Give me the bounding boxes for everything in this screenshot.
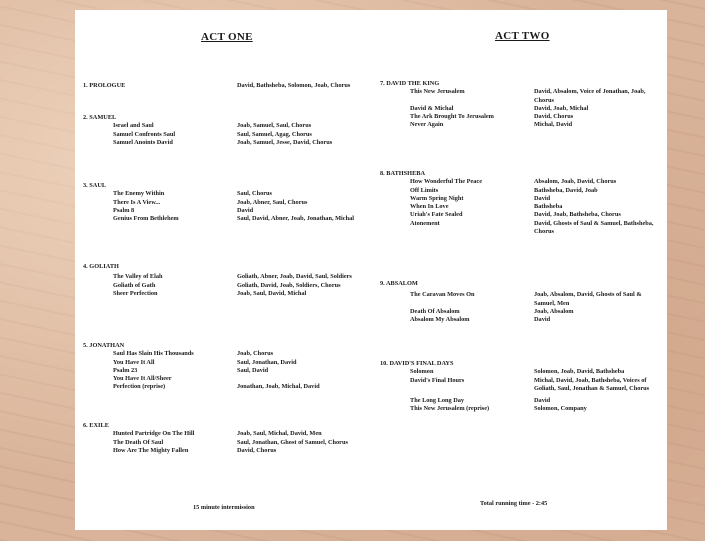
song-cast: David — [237, 206, 254, 214]
section-cast — [237, 114, 373, 122]
song-cast: Goliath, David, Joab, Soldiers, Chorus — [237, 281, 341, 289]
song-cast: David — [534, 194, 551, 202]
song-title: Death Of Absalom — [410, 307, 460, 315]
song-row — [380, 220, 665, 237]
song-cast: David, Joab, Bathsheba, Chorus — [534, 211, 621, 219]
song-title: How Are The Mighty Fallen — [113, 446, 189, 454]
song-cast: Solomon, Company — [534, 405, 587, 413]
song-title: Atonement — [410, 219, 440, 227]
song-title: This New Jerusalem (reprise) — [410, 405, 490, 413]
song-row — [83, 383, 375, 391]
song-title: The Long Long Day — [410, 397, 465, 405]
song-row — [83, 190, 375, 198]
song-cast: Saul, David — [237, 366, 269, 374]
section-heading: 8. BATHSHEBA — [380, 170, 426, 177]
song-title: Saul Has Slain His Thousands — [113, 350, 194, 358]
section-saul — [83, 182, 375, 223]
song-title: The Caravan Moves On — [410, 291, 475, 299]
song-title: The Death Of Saul — [113, 438, 164, 446]
song-title: The Valley of Elah — [113, 273, 163, 281]
song-row — [83, 199, 375, 207]
song-cast: Bathsheba — [534, 203, 563, 211]
song-cast: Joab, Saul, David, Michal — [237, 289, 307, 297]
song-row — [83, 122, 375, 130]
song-title: David's Final Hours — [410, 376, 465, 384]
song-row — [380, 291, 665, 308]
song-cast: Joab, Chorus — [237, 350, 274, 358]
song-cast: Saul, Chorus — [237, 190, 272, 198]
song-row — [83, 375, 375, 383]
song-cast: David, Chorus — [237, 446, 277, 454]
section-heading-row — [380, 360, 665, 368]
song-title: Genius From Bethlehem — [113, 215, 179, 223]
song-title: Samuel Confronts Saul — [113, 130, 176, 138]
song-row — [380, 316, 665, 324]
song-cast: David, Ghosts of Saul & Samuel, Bathsheba, Chorus — [534, 219, 654, 236]
section-exile — [83, 422, 375, 455]
running-time-note: Total running time - 2:45 — [480, 500, 548, 507]
section-goliath — [83, 263, 375, 298]
section-heading-row — [83, 114, 375, 122]
song-cast — [237, 375, 373, 383]
song-title: Uriah's Fate Sealed — [410, 211, 463, 219]
song-row — [380, 405, 665, 413]
song-title: You Have It All — [113, 358, 155, 366]
song-cast: Joab, Samuel, Saul, Chorus — [237, 122, 312, 130]
section-cast — [237, 342, 373, 350]
song-row — [380, 178, 665, 186]
section-heading: 3. SAUL — [83, 182, 107, 189]
song-title: Perfection (reprise) — [113, 383, 166, 391]
section-cast — [534, 170, 664, 178]
song-cast: Jonathan, Joab, Michal, David — [237, 383, 320, 391]
song-cast: Absalom, Joab, David, Chorus — [534, 178, 617, 186]
song-cast: Joab, Absalom, David, Ghosts of Saul & Samuel, Men — [534, 291, 642, 307]
song-cast: David, Absalom, Voice of Jonathan, Joab, Chorus — [534, 88, 646, 104]
section-heading-row — [380, 280, 665, 288]
song-cast: Saul, Jonathan, Ghost of Samuel, Chorus — [237, 438, 348, 446]
song-title: Sheer Perfection — [113, 289, 158, 297]
song-row — [83, 215, 375, 223]
song-cast: Joab, Abner, Saul, Chorus — [237, 198, 308, 206]
song-title: Solomon — [410, 368, 434, 376]
song-title: Samuel Anoints David — [113, 138, 173, 146]
song-row — [380, 187, 665, 195]
song-cast: David, Joab, Michal — [534, 104, 589, 112]
song-cast: Joab, Absalom — [534, 307, 574, 315]
song-title: This New Jerusalem — [410, 88, 465, 96]
song-title: How Wonderful The Peace — [410, 178, 483, 186]
song-cast: Saul, David, Abner, Joab, Jonathan, Michal — [237, 215, 354, 223]
song-title: There Is A View... — [113, 198, 161, 206]
song-cast: David, Chorus — [534, 113, 574, 121]
song-row — [83, 367, 375, 375]
song-title: Goliath of Gath — [113, 281, 156, 289]
song-cast: Solomon, Joab, David, Bathsheba — [534, 368, 625, 376]
section-heading: 10. DAVID'S FINAL DAYS — [380, 360, 454, 367]
song-title: Psalm 8 — [113, 206, 135, 214]
section-heading: 6. EXILE — [83, 422, 109, 429]
song-row — [83, 290, 375, 298]
song-cast: Michal, David, Joab, Bathsheba, Voices of Goliath, Saul, Jonathan & Samuel, Chorus — [534, 376, 650, 392]
song-row — [83, 273, 375, 281]
song-row — [83, 430, 375, 438]
song-row — [380, 203, 665, 211]
program-sheet — [75, 10, 667, 530]
song-row — [83, 139, 375, 147]
song-row — [83, 282, 375, 290]
song-cast: Michal, David — [534, 121, 573, 129]
song-row — [380, 121, 665, 129]
song-row — [380, 105, 665, 113]
song-row — [380, 397, 665, 405]
song-row — [380, 368, 665, 376]
section-samuel — [83, 114, 375, 147]
section-heading-row — [83, 82, 375, 90]
section-jonathan — [83, 342, 375, 392]
section-bathsheba — [380, 170, 665, 236]
section-heading: 2. SAMUEL — [83, 114, 117, 121]
song-title: When In Love — [410, 203, 449, 211]
section-heading-row — [83, 263, 375, 271]
song-title: You Have It All/Sheer — [113, 375, 172, 383]
song-row — [83, 359, 375, 367]
song-row — [380, 211, 665, 219]
section-heading-row — [380, 170, 665, 178]
section-davids-final-days — [380, 360, 665, 414]
song-title: Psalm 23 — [113, 366, 138, 374]
song-cast: Goliath, Abner, Joab, David, Saul, Soldiers — [237, 273, 352, 281]
song-row — [380, 113, 665, 121]
section-heading: 1. PROLOGUE — [83, 82, 126, 89]
song-title: Absalom My Absalom — [410, 316, 470, 324]
section-absalom — [380, 280, 665, 324]
section-cast — [534, 360, 664, 368]
section-heading: 9. ABSALOM — [380, 280, 418, 287]
section-david-the-king — [380, 80, 665, 130]
song-row — [380, 308, 665, 316]
song-row — [83, 207, 375, 215]
section-heading: 5. JONATHAN — [83, 342, 125, 349]
section-heading-row — [380, 80, 665, 88]
song-cast: David — [534, 316, 551, 324]
song-row — [83, 350, 375, 358]
song-title: Israel and Saul — [113, 122, 154, 130]
section-heading: 7. DAVID THE KING — [380, 80, 440, 87]
song-title: Never Again — [410, 121, 444, 129]
act-one-title: ACT ONE — [201, 31, 253, 43]
section-cast — [237, 263, 373, 271]
song-title: Off Limits — [410, 186, 439, 194]
section-cast — [237, 182, 373, 190]
song-cast: Saul, Jonathan, David — [237, 358, 297, 366]
section-cast — [237, 422, 373, 430]
section-heading-row — [83, 422, 375, 430]
song-row — [83, 131, 375, 139]
section-cast: David, Bathsheba, Solomon, Joab, Chorus — [237, 82, 351, 89]
song-row — [380, 377, 665, 394]
song-cast: Joab, Saul, Michal, David, Men — [237, 430, 322, 438]
section-heading-row — [83, 182, 375, 190]
song-title: The Enemy Within — [113, 190, 165, 198]
song-cast: Joab, Samuel, Jesse, David, Chorus — [237, 138, 333, 146]
song-title: Hunted Partridge On The Hill — [113, 430, 195, 438]
song-row — [83, 447, 375, 455]
song-title: David & Michal — [410, 104, 454, 112]
section-heading: 4. GOLIATH — [83, 263, 119, 270]
song-cast: Saul, Samuel, Agag, Chorus — [237, 130, 312, 138]
song-row — [380, 88, 665, 105]
section-heading-row — [83, 342, 375, 350]
song-row — [380, 195, 665, 203]
song-title: The Ark Brought To Jerusalem — [410, 113, 494, 121]
song-cast: David — [534, 397, 551, 405]
song-row — [83, 439, 375, 447]
song-cast: Bathsheba, David, Joab — [534, 186, 598, 194]
section-cast — [534, 280, 664, 288]
section-cast — [534, 80, 664, 88]
intermission-note: 15 minute intermission — [193, 504, 255, 511]
section-prologue — [83, 82, 375, 90]
song-title: Warm Spring Night — [410, 194, 464, 202]
act-two-title: ACT TWO — [495, 30, 550, 42]
